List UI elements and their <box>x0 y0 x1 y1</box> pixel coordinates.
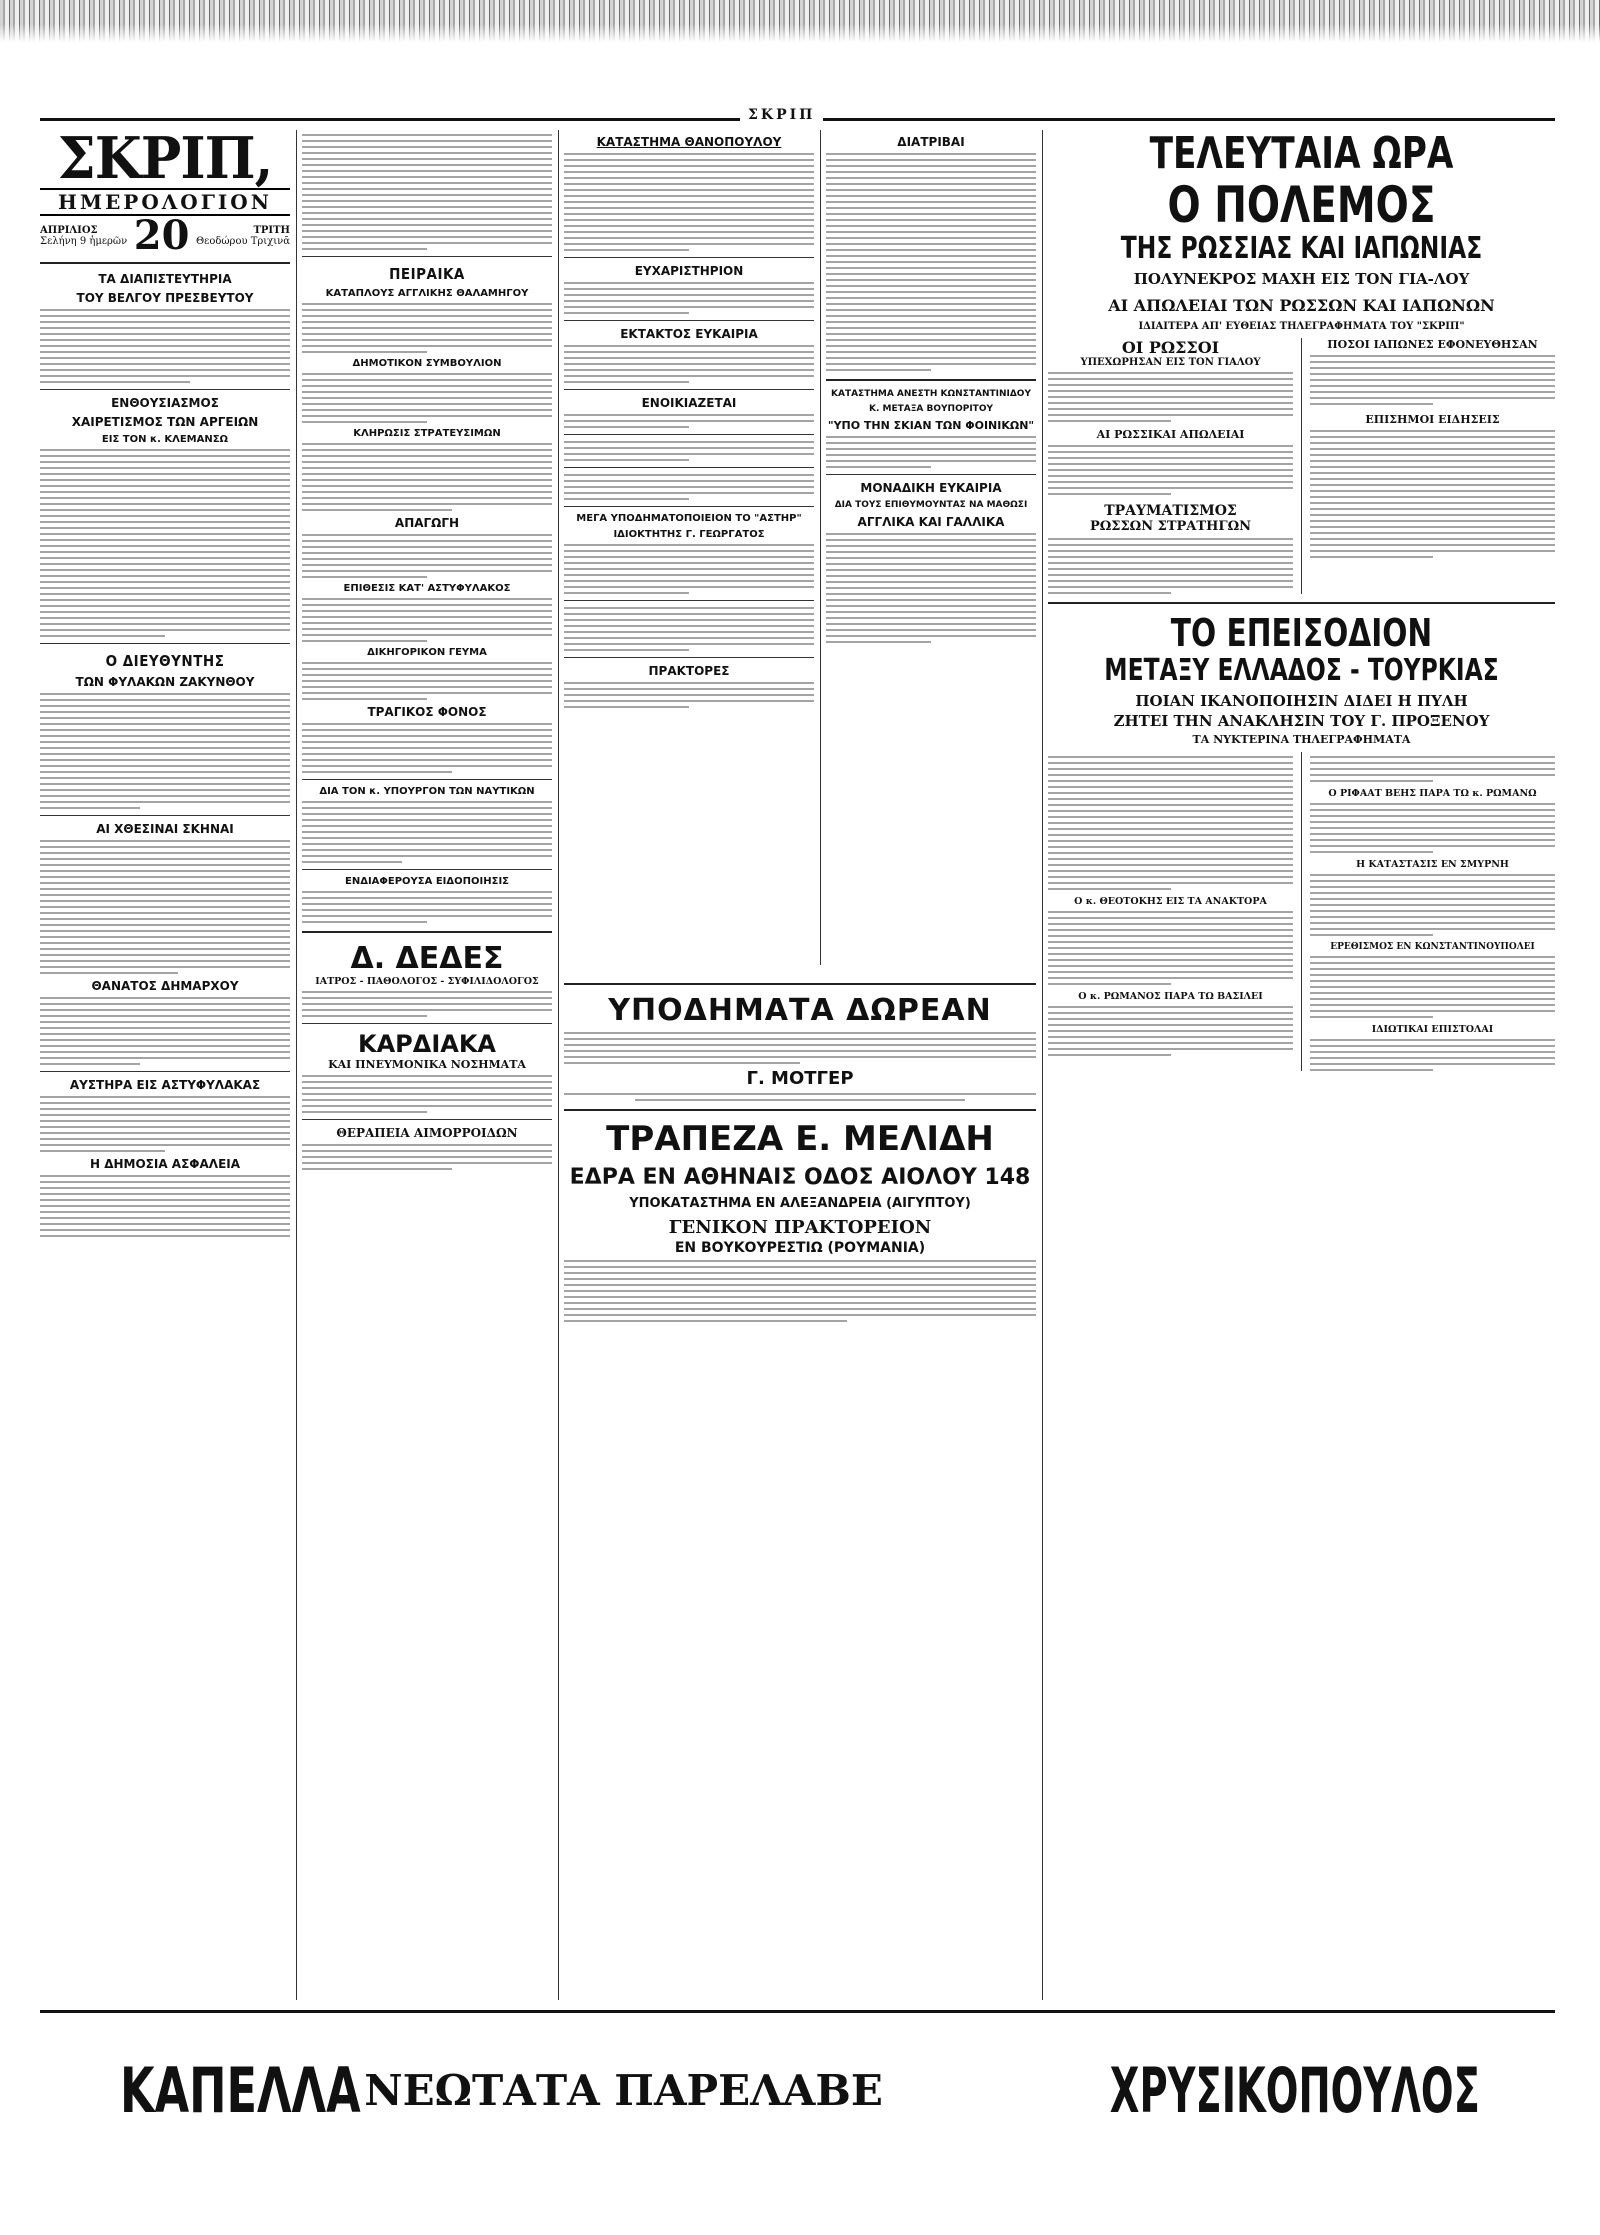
section-subheading: ΔΙΑ ΤΟΥΣ ΕΠΙΘΥΜΟΥΝΤΑΣ ΝΑ ΜΑΘΩΣΙ <box>834 500 1028 510</box>
divider <box>302 931 552 933</box>
article-text <box>564 153 814 251</box>
article-text <box>564 682 814 708</box>
column-2 <box>302 130 552 2000</box>
column-rule <box>558 130 559 2000</box>
article-text <box>826 153 1036 371</box>
divider <box>302 1023 552 1024</box>
section-subheading: ΔΗΜΟΤΙΚΟΝ ΣΥΜΒΟΥΛΙΟΝ <box>352 358 502 369</box>
incident-subcolumns <box>1048 752 1555 1071</box>
article-text <box>1310 355 1555 405</box>
section-heading: ΕΝΘΟΥΣΙΑΣΜΟΣ <box>111 396 219 410</box>
article-text <box>564 441 814 461</box>
column-rule <box>820 130 821 965</box>
column-rule <box>296 130 297 2000</box>
section-heading: ΤΟΥ ΒΕΛΓΟΥ ΠΡΕΣΒΕΥΤΟΥ <box>76 291 254 305</box>
section-heading: ΤΑ ΔΙΑΠΙΣΤΕΥΤΗΡΙΑ <box>98 272 232 286</box>
divider <box>564 389 814 390</box>
article-text <box>1048 911 1293 985</box>
article-text <box>826 533 1036 643</box>
masthead-subtitle: ΗΜΕΡΟΛΟΓΙΟΝ <box>40 188 290 216</box>
section-subheading: ΕΙΣ ΤΟΝ κ. ΚΛΕΜΑΝΣΩ <box>101 434 229 445</box>
divider <box>826 379 1036 381</box>
masthead-month: ΑΠΡΙΛΙΟΣ <box>40 225 98 236</box>
column-3 <box>564 130 814 965</box>
subsection-heading: ΕΠΙΣΗΜΟΙ ΕΙΔΗΣΕΙΣ <box>1365 413 1500 426</box>
section-heading: ΜΟΝΑΔΙΚΗ ΕΥΚΑΙΡΙΑ <box>860 481 1002 495</box>
section-heading: ΑΙ ΧΘΕΣΙΝΑΙ ΣΚΗΝΑΙ <box>96 822 234 836</box>
bottom-rule <box>40 2010 1555 2013</box>
article-text <box>302 303 552 353</box>
divider <box>564 257 814 258</box>
section-subheading: Κ. ΜΕΤΑΞΑ ΒΟΥΠΟΡΙΤΟΥ <box>869 404 993 414</box>
right-subcol-1 <box>1048 338 1293 594</box>
article-text <box>564 1260 1036 1322</box>
article-text <box>564 345 814 383</box>
ad-doctor-name: Δ. ΔΕΔΕΣ <box>350 941 504 976</box>
article-text <box>302 134 552 250</box>
center-ads <box>564 975 1036 2000</box>
section-subheading: ΔΙΚΗΓΟΡΙΚΟΝ ΓΕΥΜΑ <box>367 647 487 658</box>
section-heading: ΑΠΑΓΩΓΗ <box>394 516 460 530</box>
divider <box>826 474 1036 475</box>
section-heading: ΕΥΧΑΡΙΣΤΗΡΙΟΝ <box>634 264 744 278</box>
article-text <box>564 1093 1036 1101</box>
article-text <box>40 693 290 809</box>
article-text <box>1310 803 1555 853</box>
ad-cardiac-subtitle: ΚΑΙ ΠΝΕΥΜΟΝΙΚΑ ΝΟΣΗΜΑΤΑ <box>328 1058 526 1071</box>
article-text <box>1310 756 1555 782</box>
battle-headline: ΠΟΛΥΝΕΚΡΟΣ ΜΑΧΗ ΕΙΣ ΤΟΝ ΓΙΑ-ΛΟΥ <box>1133 270 1470 288</box>
divider <box>564 320 814 321</box>
shoes-ad-title: ΥΠΟΔΗΜΑΤΑ ΔΩΡΕΑΝ <box>608 993 992 1028</box>
masthead-weekday: ΤΡΙΤΗ <box>253 225 290 236</box>
section-subheading: ΚΑΤΑΠΛΟΥΣ ΑΓΓΛΙΚΗΣ ΘΑΛΑΜΗΓΟΥ <box>325 288 529 299</box>
masthead-right-note: Θεοδώρου Τριχινᾶ <box>195 236 290 247</box>
masthead-left-note: Σελήνη 9 ἡμερῶν <box>40 236 128 247</box>
article-text <box>302 373 552 423</box>
subsection-heading: ΑΙ ΡΩΣΣΙΚΑΙ ΑΠΩΛΕΙΑΙ <box>1096 428 1245 441</box>
header-paper-name: ΣΚΡΙΠ <box>740 107 823 123</box>
divider <box>1048 602 1555 604</box>
section-heading: ΚΑΤΑΣΤΗΜΑ ΑΝΕΣΤΗ ΚΩΝΣΤΑΝΤΙΝΙΔΟΥ <box>831 389 1031 399</box>
article-text <box>302 662 552 700</box>
article-text <box>564 607 814 651</box>
losses-headline: ΑΙ ΑΠΩΛΕΙΑΙ ΤΩΝ ΡΩΣΣΩΝ ΚΑΙ ΙΑΠΩΝΩΝ <box>1108 296 1495 315</box>
column-1 <box>40 130 290 2000</box>
subsection-heading: Ο κ. ΡΩΜΑΝΟΣ ΠΑΡΑ ΤΩ ΒΑΣΙΛΕΙ <box>1078 991 1263 1002</box>
page-header-rule <box>40 107 1555 130</box>
telegrams-note: ΙΔΙΑΙΤΕΡΑ ΑΠ' ΕΥΘΕΙΑΣ ΤΗΛΕΓΡΑΦΗΜΑΤΑ ΤΟΥ "ΣΚΡΙΠ" <box>1138 321 1465 332</box>
divider <box>564 467 814 468</box>
subsection-heading: Η ΚΑΤΑΣΤΑΣΙΣ ΕΝ ΣΜΥΡΝΗ <box>1356 859 1509 870</box>
section-heading: ΜΕΓΑ ΥΠΟΔΗΜΑΤΟΠΟΙΕΙΟΝ ΤΟ "ΑΣΤΗΡ" <box>576 513 802 524</box>
section-heading: ΧΑΙΡΕΤΙΣΜΟΣ ΤΩΝ ΑΡΓΕΙΩΝ <box>71 415 259 429</box>
bank-ad-seat: ΕΔΡΑ ΕΝ ΑΘΗΝΑΙΣ ΟΔΟΣ ΑΙΟΛΟΥ 148 <box>569 1165 1031 1190</box>
subsection-heading: Ο ΡΙΦΑΑΤ ΒΕΗΣ ΠΑΡΑ ΤΩ κ. ΡΩΜΑΝΩ <box>1328 788 1537 799</box>
article-text <box>826 436 1036 468</box>
bank-ad-title: ΤΡΑΠΕΖΑ Ε. ΜΕΛΙΔΗ <box>606 1119 994 1159</box>
divider <box>564 434 814 435</box>
article-text <box>40 997 290 1065</box>
last-hour-title: ΤΕΛΕΥΤΑΙΑ ΩΡΑ <box>1149 130 1454 179</box>
article-text <box>302 801 552 863</box>
column-4 <box>826 130 1036 965</box>
divider <box>564 600 814 601</box>
incident-subtitle: ΜΕΤΑΞΥ ΕΛΛΑΔΟΣ - ΤΟΥΡΚΙΑΣ <box>1104 653 1499 688</box>
section-heading: Ο ΔΙΕΥΘΥΝΤΗΣ <box>105 652 225 670</box>
section-subheading: ΑΓΓΛΙΚΑ ΚΑΙ ΓΑΛΛΙΚΑ <box>857 515 1005 529</box>
section-subheading: ΕΠΙΘΕΣΙΣ ΚΑΤ' ΑΣΤΥΦΥΛΑΚΟΣ <box>343 583 511 594</box>
section-heading: ΑΥΣΤΗΡΑ ΕΙΣ ΑΣΤΥΦΥΛΑΚΑΣ <box>69 1078 261 1092</box>
masthead-title: ΣΚΡΙΠ, <box>57 130 273 192</box>
incident-title: ΤΟ ΕΠΕΙΣΟΔΙΟΝ <box>1170 611 1433 655</box>
subsection-heading: ΟΙ ΡΩΣΣΟΙ <box>1121 338 1220 357</box>
masthead-date-row <box>40 212 290 259</box>
article-text <box>1048 372 1293 422</box>
divider <box>40 1071 290 1072</box>
subcolumn-rule <box>1301 752 1302 1071</box>
article-text <box>1048 538 1293 594</box>
section-heading: ΤΩΝ ΦΥΛΑΚΩΝ ΖΑΚΥΝΘΟΥ <box>75 675 255 689</box>
bank-ad-agency: ΓΕΝΙΚΟΝ ΠΡΑΚΤΟΡΕΙΟΝ <box>668 1217 932 1238</box>
divider <box>302 1119 552 1120</box>
ad-cardiac-title: ΚΑΡΔΙΑΚΑ <box>357 1030 496 1058</box>
divider <box>40 262 290 264</box>
section-heading: ΕΝΔΙΑΦΕΡΟΥΣΑ ΕΙΔΟΠΟΙΗΣΙΣ <box>345 876 509 887</box>
scan-edge <box>0 0 1600 42</box>
article-text <box>302 891 552 923</box>
article-text <box>564 414 814 428</box>
subsection-heading: ΙΔΙΩΤΙΚΑΙ ΕΠΙΣΤΟΛΑΙ <box>1371 1024 1494 1035</box>
article-text <box>1048 756 1293 890</box>
section-heading: ΚΑΤΑΣΤΗΜΑ ΘΑΝΟΠΟΥΛΟΥ <box>596 135 782 149</box>
divider <box>40 815 290 816</box>
subsection-heading: Ο κ. ΘΕΟΤΟΚΗΣ ΕΙΣ ΤΑ ΑΝΑΚΤΟΡΑ <box>1074 896 1267 907</box>
divider <box>302 779 552 780</box>
banner-word-merchant: ΧΡΥΣΙΚΟΠΟΥΛΟΣ <box>1109 2053 1480 2127</box>
subsection-subheading: ΡΩΣΣΩΝ ΣΤΡΑΤΗΓΩΝ <box>1089 519 1252 534</box>
article-text <box>302 1144 552 1170</box>
subsection-heading: ΤΡΑΥΜΑΤΙΣΜΟΣ <box>1104 503 1237 519</box>
column-rule <box>1042 130 1043 2000</box>
section-heading: Η ΔΗΜΟΣΙΑ ΑΣΦΑΛΕΙΑ <box>89 1157 241 1171</box>
article-text <box>302 534 552 578</box>
subcolumn-rule <box>1301 338 1302 594</box>
section-heading: ΤΡΑΓΙΚΟΣ ΦΟΝΟΣ <box>367 705 487 719</box>
article-text <box>302 1075 552 1113</box>
bank-ad-branch: ΥΠΟΚΑΤΑΣΤΗΜΑ ΕΝ ΑΛΕΞΑΝΔΡΕΙΑ (ΑΙΓΥΠΤΟΥ) <box>629 1196 971 1211</box>
section-heading: ΠΕΙΡΑΙΚΑ <box>389 265 465 283</box>
section-heading: ΠΡΑΚΤΟΡΕΣ <box>648 664 730 678</box>
right-subcolumns <box>1048 338 1555 594</box>
right-subcol-2 <box>1310 338 1555 594</box>
banner-word-newest: ΝΕΩΤΑΤΑ ΠΑΡΕΛΑΒΕ <box>364 2065 883 2115</box>
article-text <box>564 282 814 314</box>
section-subheading: ΚΛΗΡΩΣΙΣ ΣΤΡΑΤΕΥΣΙΜΩΝ <box>353 428 501 439</box>
article-text <box>1048 445 1293 495</box>
hat-ad-banner <box>120 2045 1480 2135</box>
article-text <box>564 1032 1036 1064</box>
article-text <box>564 474 814 500</box>
divider <box>302 869 552 870</box>
section-heading: ΘΑΝΑΤΟΣ ΔΗΜΑΡΧΟΥ <box>91 979 239 993</box>
divider <box>40 389 290 390</box>
incident-headline: ΠΟΙΑΝ ΙΚΑΝΟΠΟΙΗΣΙΝ ΔΙΔΕΙ Η ΠΥΛΗ <box>1135 692 1468 710</box>
article-text <box>1048 1006 1293 1056</box>
incident-subcol-2 <box>1310 752 1555 1071</box>
article-text <box>302 723 552 773</box>
incident-subcol-1 <box>1048 752 1293 1071</box>
article-text <box>302 443 552 511</box>
divider <box>564 506 814 507</box>
article-text <box>1310 956 1555 1018</box>
divider <box>564 983 1036 985</box>
article-text <box>1310 874 1555 936</box>
ad-hemorrhoid-title: ΘΕΡΑΠΕΙΑ ΑΙΜΟΡΡΟΙΔΩΝ <box>336 1126 518 1140</box>
section-heading: ΔΙΑΤΡΙΒΑΙ <box>897 135 965 149</box>
war-title: Ο ΠΟΛΕΜΟΣ <box>1167 176 1436 234</box>
subsection-heading: ΕΡΕΘΙΣΜΟΣ ΕΝ ΚΩΝΣΤΑΝΤΙΝΟΥΠΟΛΕΙ <box>1330 942 1535 952</box>
ad-doctor-title: ΙΑΤΡΟΣ - ΠΑΘΟΛΟΓΟΣ - ΣΥΦΙΛΙΔΟΛΟΓΟΣ <box>315 976 539 987</box>
banner-word-hats: ΚΑΠΕΛΛΑ <box>120 2053 361 2127</box>
article-text <box>1310 1039 1555 1071</box>
right-section <box>1048 130 1555 2000</box>
section-heading: ΔΙΑ ΤΟΝ κ. ΥΠΟΥΡΓΟΝ ΤΩΝ ΝΑΥΤΙΚΩΝ <box>319 786 535 797</box>
masthead-right <box>196 225 290 247</box>
article-text <box>40 449 290 637</box>
divider <box>564 657 814 658</box>
section-subheading: ΙΔΙΟΚΤΗΤΗΣ Γ. ΓΕΩΡΓΑΤΟΣ <box>613 529 765 540</box>
divider <box>564 1109 1036 1111</box>
article-text <box>40 1175 290 1237</box>
section-heading: ΕΚΤΑΚΤΟΣ ΕΥΚΑΙΡΙΑ <box>620 327 758 341</box>
bank-ad-agency-location: ΕΝ ΒΟΥΚΟΥΡΕΣΤΙΩ (ΡΟΥΜΑΝΙΑ) <box>674 1240 926 1256</box>
article-text <box>1310 430 1555 558</box>
subsection-subheading: ΥΠΕΧΩΡΗΣΑΝ ΕΙΣ ΤΟΝ ΓΙΑΛΟΥ <box>1080 357 1261 368</box>
article-text <box>302 598 552 642</box>
masthead-left <box>40 225 127 247</box>
war-subtitle: ΤΗΣ ΡΩΣΣΙΑΣ ΚΑΙ ΙΑΠΩΝΙΑΣ <box>1120 231 1483 266</box>
incident-telegrams: ΤΑ ΝΥΚΤΕΡΙΝΑ ΤΗΛΕΓΡΑΦΗΜΑΤΑ <box>1192 733 1411 746</box>
section-heading: ΕΝΟΙΚΙΑΖΕΤΑΙ <box>641 396 737 410</box>
subsection-heading: ΠΟΣΟΙ ΙΑΠΩΝΕΣ ΕΦΟΝΕΥΘΗΣΑΝ <box>1327 338 1538 351</box>
article-text <box>40 840 290 974</box>
article-text <box>40 1096 290 1152</box>
divider <box>302 256 552 257</box>
incident-headline-2: ΖΗΤΕΙ ΤΗΝ ΑΝΑΚΛΗΣΙΝ ΤΟΥ Γ. ΠΡΟΞΕΝΟΥ <box>1113 712 1490 730</box>
section-subheading: "ΥΠΟ ΤΗΝ ΣΚΙΑΝ ΤΩΝ ΦΟΙΝΙΚΩΝ" <box>827 419 1035 432</box>
article-text <box>564 544 814 594</box>
shoes-ad-brand: Γ. ΜΟΤΓΕΡ <box>746 1068 854 1089</box>
article-text <box>40 309 290 383</box>
article-text <box>302 991 552 1017</box>
masthead-day: 20 <box>133 212 190 259</box>
divider <box>40 643 290 644</box>
